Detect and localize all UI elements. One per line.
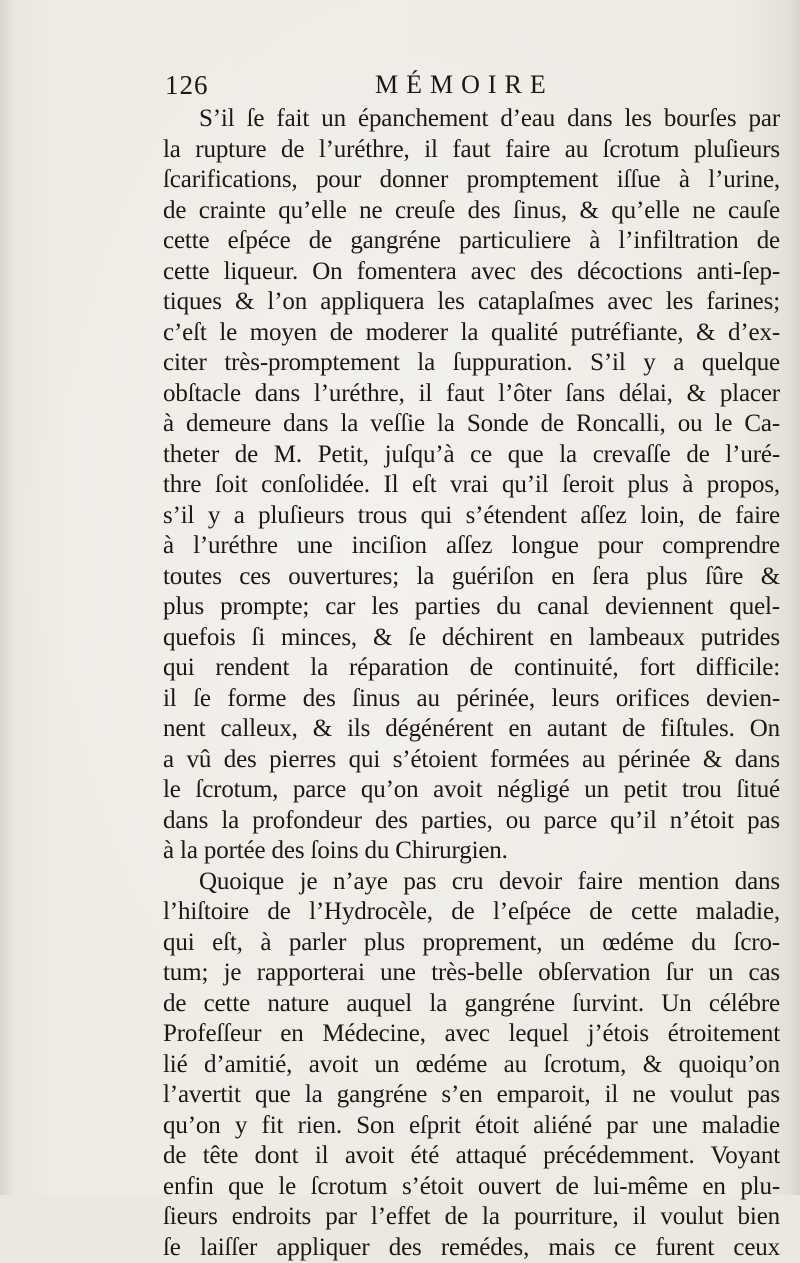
text-line: thre ſoit conſolidée. Il eſt vrai qu’il ſeroit plus à propos, <box>163 470 780 501</box>
text-line: S’il ſe fait un épanchement d’eau dans les bourſes par <box>163 104 780 135</box>
text-line: theter de M. Petit, juſqu’à ce que la crevaſſe de l’uré- <box>163 440 780 471</box>
text-line: qu’on y fit rien. Son eſprit étoit aliéné par une maladie <box>163 1111 780 1142</box>
text-line: citer très-promptement la ſuppuration. S’il y a quelque <box>163 348 780 379</box>
text-line: nent calleux, & ils dégénérent en autant de fiſtules. On <box>163 714 780 745</box>
text-line: c’eſt le moyen de moderer la qualité putréfiante, & d’ex- <box>163 318 780 349</box>
text-line: dans la profondeur des parties, ou parce qu’il n’étoit pas <box>163 806 780 837</box>
text-line: la rupture de l’uréthre, il faut faire au ſcrotum pluſieurs <box>163 135 780 166</box>
text-line: quefois ſi minces, & ſe déchirent en lambeaux putrides <box>163 623 780 654</box>
text-line: il ſe forme des ſinus au périnée, leurs orifices devien- <box>163 684 780 715</box>
text-line: obſtacle dans l’uréthre, il faut l’ôter ſans délai, & placer <box>163 379 780 410</box>
running-title: MÉMOIRE <box>375 70 554 100</box>
text-line: a vû des pierres qui s’étoient formées au périnée & dans <box>163 745 780 776</box>
text-line: à l’uréthre une inciſion aſſez longue pour comprendre <box>163 531 780 562</box>
text-line: tiques & l’on appliquera les cataplaſmes avec les farines; <box>163 287 780 318</box>
text-line: cette eſpéce de gangréne particuliere à l’infiltration de <box>163 226 780 257</box>
text-line: ſe laiſſer appliquer des remédes, mais ce furent ceux <box>163 1233 780 1263</box>
text-line: à la portée des ſoins du Chirurgien. <box>163 836 780 867</box>
text-line: Quoique je n’aye pas cru devoir faire mention dans <box>163 867 780 898</box>
text-line: qui eſt, à parler plus proprement, un œdéme du ſcro- <box>163 928 780 959</box>
text-line: qui rendent la réparation de continuité, fort difficile: <box>163 653 780 684</box>
text-line: ſcarifications, pour donner promptement iſſue à l’urine, <box>163 165 780 196</box>
text-line: tum; je rapporterai une très-belle obſervation ſur un cas <box>163 958 780 989</box>
text-line: Profeſſeur en Médecine, avec lequel j’étois étroitement <box>163 1019 780 1050</box>
text-line: ſieurs endroits par l’effet de la pourriture, il voulut bien <box>163 1202 780 1233</box>
text-line: l’hiſtoire de l’Hydrocèle, de l’eſpéce de cette maladie, <box>163 897 780 928</box>
text-line: plus prompte; car les parties du canal deviennent quel- <box>163 592 780 623</box>
text-line: cette liqueur. On fomentera avec des décoctions anti-ſep- <box>163 257 780 288</box>
text-line: le ſcrotum, parce qu’on avoit négligé un petit trou ſitué <box>163 775 780 806</box>
text-line: de cette nature auquel la gangréne ſurvint. Un célébre <box>163 989 780 1020</box>
page-number: 126 <box>165 70 209 101</box>
text-line: l’avertit que la gangréne s’en emparoit, il ne voulut pas <box>163 1080 780 1111</box>
text-line: de tête dont il avoit été attaqué précédemment. Voyant <box>163 1141 780 1172</box>
text-line: toutes ces ouvertures; la guériſon en ſera plus ſûre & <box>163 562 780 593</box>
text-line: enfin que le ſcrotum s’étoit ouvert de lui-même en plu- <box>163 1172 780 1203</box>
text-line: de crainte qu’elle ne creuſe des ſinus, & qu’elle ne cauſe <box>163 196 780 227</box>
text-line: lié d’amitié, avoit un œdéme au ſcrotum, & quoiqu’on <box>163 1050 780 1081</box>
text-line: à demeure dans la veſſie la Sonde de Roncalli, ou le Ca- <box>163 409 780 440</box>
body-text <box>163 104 780 1263</box>
text-line: s’il y a pluſieurs trous qui s’étendent aſſez loin, de faire <box>163 501 780 532</box>
